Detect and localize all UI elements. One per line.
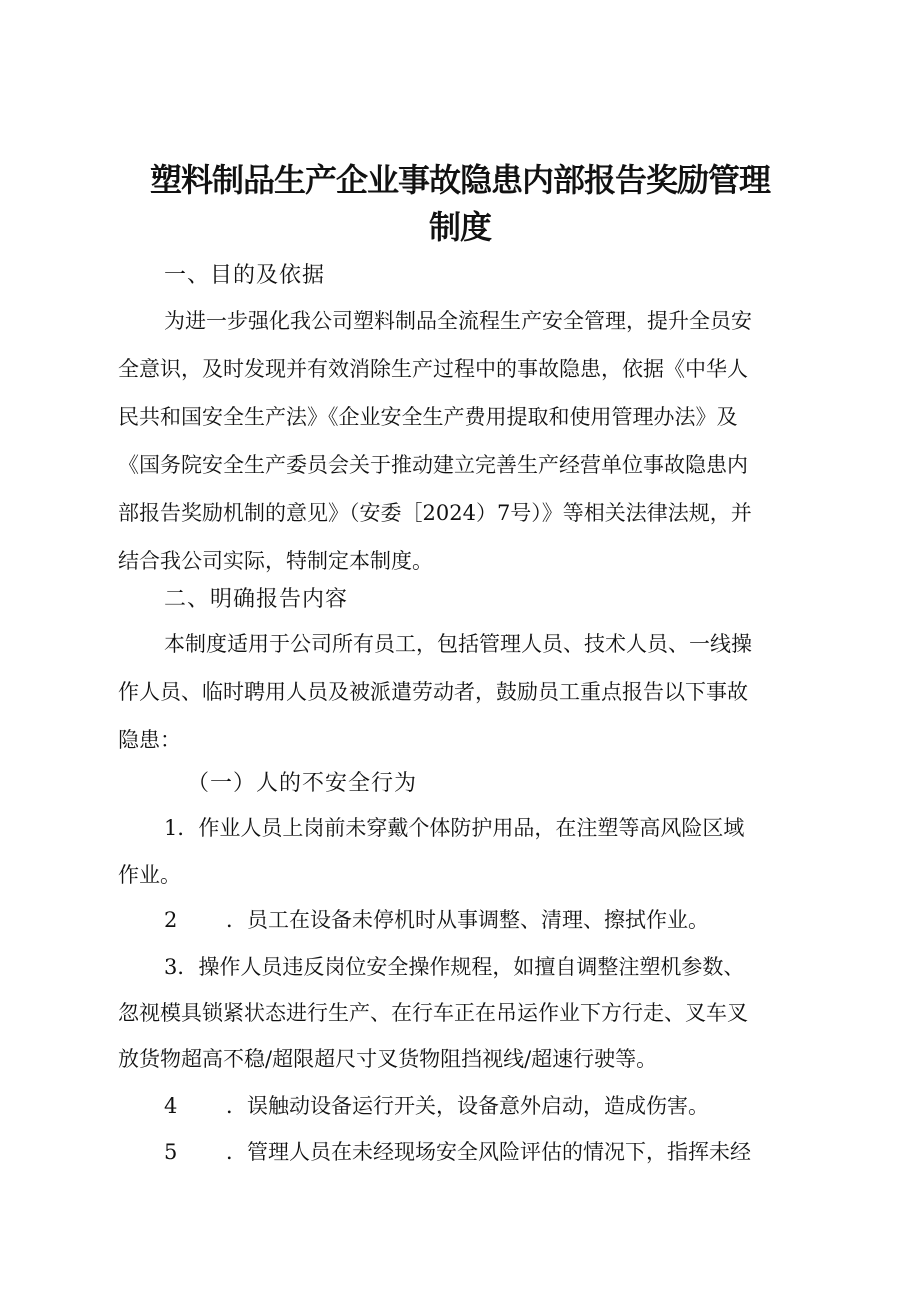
list-item [164,812,744,842]
section1-paragraph-line: 为进一步强化我公司塑料制品全流程生产安全管理，提升全员安 [164,309,752,333]
list-item-text: ．员工在设备未停机时从事调整、清理、擦拭作业。 [226,908,709,932]
list-item-continuation: 作业。 [118,863,181,887]
list-item [164,1090,709,1120]
section2-paragraph-line: 本制度适用于公司所有员工，包括管理人员、技术人员、一线操 [164,632,752,656]
list-item-number: 4 [164,1094,178,1118]
section2-paragraph-line: 作人员、临时聘用人员及被派遣劳动者，鼓励员工重点报告以下事故 [118,680,748,704]
section1-paragraph-line: 部报告奖励机制的意见》（安委［2024）7号）》等相关法律法规，并 [118,501,752,525]
section2-paragraph-line: 隐患： [118,728,181,752]
list-item-number: 1 [164,816,178,840]
list-item [164,904,709,934]
section1-paragraph-line: 结合我公司实际，特制定本制度。 [118,549,433,573]
list-item [164,1136,751,1166]
list-item-text: ．操作人员违反岗位安全操作规程，如擅自调整注塑机参数、 [177,955,745,979]
list-item-text: ．管理人员在未经现场安全风险评估的情况下，指挥未经 [226,1140,751,1164]
list-item-continuation: 放货物超高不稳/超限超尺寸叉货物阻挡视线/超速行驶等。 [118,1047,658,1071]
section1-paragraph-line: 《国务院安全生产委员会关于推动建立完善生产经营单位事故隐患内 [118,453,748,477]
list-item-text: ．误触动设备运行开关，设备意外启动，造成伤害。 [226,1094,709,1118]
list-item-number: 3 [164,955,178,979]
subsection-heading: （一）人的不安全行为 [187,771,418,796]
list-item [164,951,744,981]
section2-heading: 二、明确报告内容 [164,587,349,612]
list-item-number: 5 [164,1140,178,1164]
list-item-text: ．作业人员上岗前未穿戴个体防护用品，在注塑等高风险区域 [177,816,745,840]
section1-paragraph-line: 民共和国安全生产法》《企业安全生产费用提取和使用管理办法》及 [118,405,738,429]
document-title-line2: 制度 [428,208,491,246]
list-item-number: 2 [164,908,178,932]
section1-heading: 一、目的及依据 [164,263,326,288]
section1-paragraph-line: 全意识，及时发现并有效消除生产过程中的事故隐患，依据《中华人 [118,357,748,381]
list-item-continuation: 忽视模具锁紧状态进行生产、在行车正在吊运作业下方行走、叉车叉 [118,1001,748,1025]
document-title-line1: 塑料制品生产企业事故隐患内部报告奖励管理 [149,161,770,199]
